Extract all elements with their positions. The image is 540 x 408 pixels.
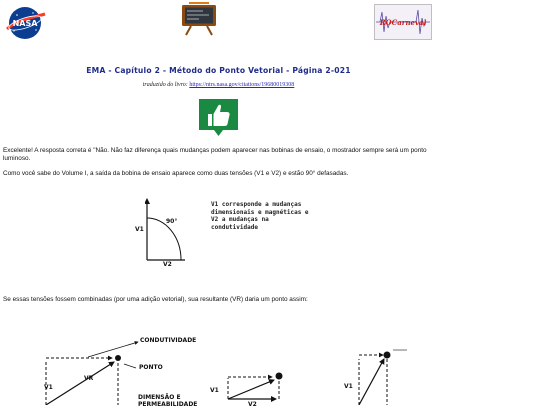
paragraph-volume: Como você sabe do Volume I, a saída da bobina de ensaio aparece como duas tensões (V1 e V2) e estão 90° defasadas.: [3, 170, 349, 177]
diagram3-v1-label: V1: [210, 387, 219, 394]
diagram-phase-90: [145, 196, 197, 268]
rocarneval-logo-text: ROCarneval: [379, 18, 427, 27]
diagram1-v1-label: V1: [135, 226, 144, 233]
paragraph-answer: Excelente! A resposta correta é "Não. Não faz diferença quais mudanças podem aparecer nas bobinas de ensaio, o mostrador sempre será um ponto luminoso.: [3, 147, 427, 162]
diagram-vector-sum: [40, 336, 140, 405]
presentation-board-icon: [179, 2, 219, 36]
diagram4-v1-label: V1: [344, 383, 353, 390]
source-line: [0, 82, 437, 88]
nasa-logo: [3, 4, 47, 42]
paragraph-resultant: Se essas tensões fossem combinadas (por uma adição vetorial), sua resultante (VR) daria um ponto assim:: [3, 296, 308, 303]
rocarneval-logo: [374, 4, 432, 40]
diagram2-dimensao-label: DIMENSÃO E: [138, 394, 181, 401]
diagram2-v1-label: V1: [44, 384, 53, 391]
diagram2-ponto-label: PONTO: [139, 364, 163, 371]
diagram2-condutividade-label: CONDUTIVIDADE: [140, 337, 197, 344]
diagram3-v2-label: V2: [248, 401, 257, 408]
thumbs-up-icon: [197, 97, 240, 138]
page-title: EMA - Capítulo 2 - Método do Ponto Vetorial - Página 2-021: [86, 66, 351, 75]
diagram-vector-steep: [355, 347, 415, 405]
diagram1-v2-label: V2: [163, 261, 172, 268]
diagram-vector-low: [224, 368, 288, 405]
source-link[interactable]: https://ntrs.nasa.gov/citations/19680019308: [189, 82, 295, 88]
diagram2-permeabilidade-label: PERMEABILIDADE: [138, 401, 198, 408]
diagram1-angle-label: 90°: [166, 218, 178, 225]
diagram1-note: V1 corresponde a mudanças dimensionais e magnéticas e V2 a mudanças na condutividade: [211, 201, 309, 231]
source-prefix: traduzido do livro:: [142, 82, 190, 88]
svg-text:NASA: NASA: [12, 19, 38, 28]
diagram2-vr-label: VR: [84, 375, 94, 382]
